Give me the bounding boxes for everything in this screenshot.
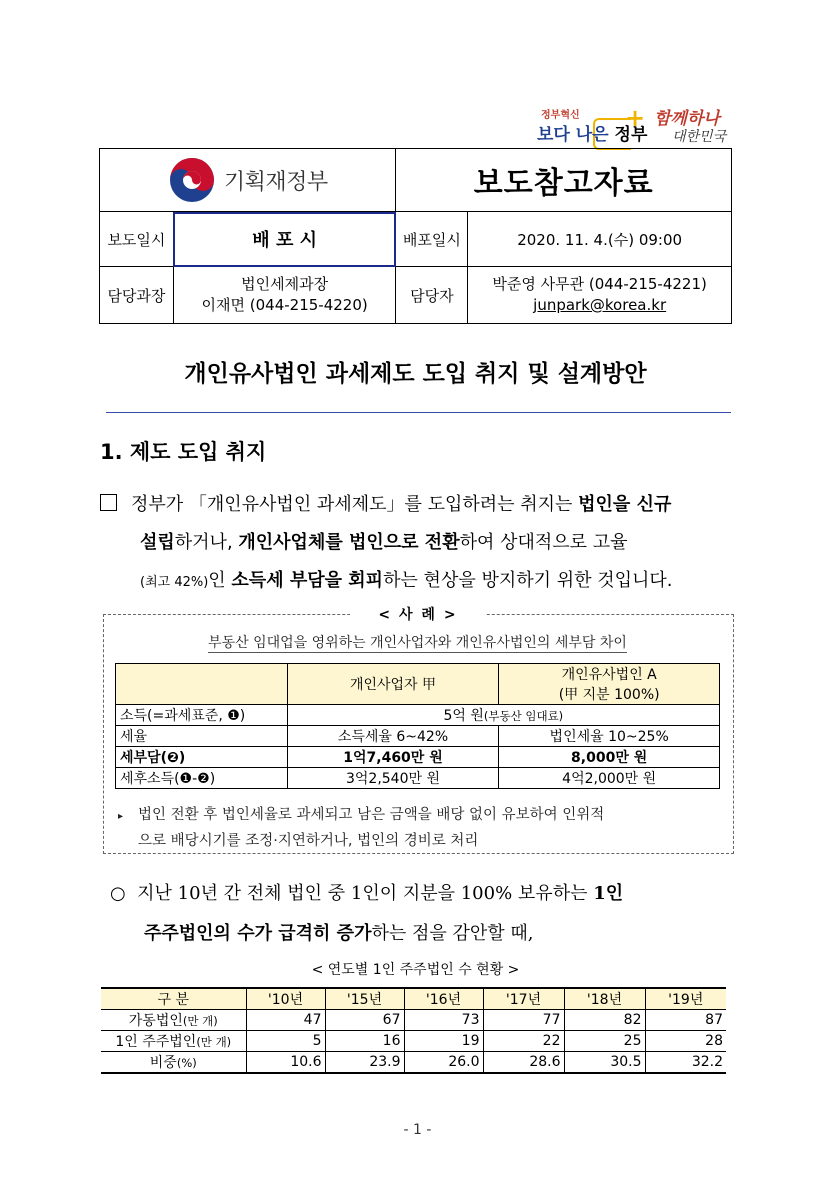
case-title: < 사 례 > — [350, 604, 486, 624]
press-date-label: 보도일시 — [100, 212, 174, 267]
cell-individual: 소득세율 6~42% — [287, 726, 499, 747]
headline-divider — [106, 412, 731, 413]
section1-paragraph — [100, 486, 740, 602]
table-row — [116, 726, 720, 747]
gov-innovation-big-b: 정부 — [614, 125, 648, 145]
header-label: 구 분 — [101, 988, 246, 1010]
p1-text: 정부가 「개인유사법인 과세제도」를 도입하려는 취지는 — [131, 494, 579, 515]
para2-l1-bold: 1인 — [593, 883, 624, 904]
doc-type-title: 보도참고자료 — [396, 149, 732, 212]
para2-l1-text: 지난 10년 간 전체 법인 중 1인이 지분을 100% 보유하는 — [137, 883, 594, 904]
ministry-logo — [100, 156, 395, 204]
gov-innovation-logo — [537, 104, 647, 152]
col-corporation — [499, 664, 720, 705]
col-individual: 개인사업자 甲 — [287, 664, 499, 705]
section-title: 1. 제도 도입 취지 — [100, 440, 267, 464]
year-header: '17년 — [483, 988, 564, 1010]
col-corp-line1: 개인유사법인 A — [561, 667, 657, 683]
headline: 개인유사법인 과세제도 도입 취지 및 설계방안 — [184, 361, 647, 387]
para-line-3 — [100, 562, 740, 602]
p3-text-d: 하는 현상을 방지하기 위한 것입니다. — [383, 570, 673, 591]
row-label: 세후소득(❶-❷) — [116, 768, 288, 789]
cell-value: 25 — [564, 1031, 645, 1052]
para2-l2-text: 하는 점을 감안할 때, — [371, 923, 534, 944]
dept-label: 담당과장 — [100, 267, 174, 324]
bullet-paragraph — [110, 874, 740, 954]
row-label-unit: (만 개) — [196, 1035, 232, 1049]
cell-value: 67 — [325, 1010, 404, 1031]
para2-line2 — [110, 914, 740, 954]
p2-bold-a: 설립 — [140, 532, 175, 553]
para2-l2-bold: 주주법인의 수가 급격히 증가 — [144, 923, 372, 944]
case-subtitle — [103, 632, 732, 652]
cell-value: 77 — [483, 1010, 564, 1031]
cell-value: 26.0 — [404, 1052, 483, 1074]
cell-value: 10.6 — [246, 1052, 325, 1074]
table-row — [116, 747, 720, 768]
korea-slogan-line2: 대한민국 — [672, 129, 727, 145]
para-line-1 — [100, 486, 740, 524]
table-corner — [116, 664, 288, 705]
cell-value: 47 — [246, 1010, 325, 1031]
dept-line1: 법인세제과장 — [241, 275, 329, 293]
staff-contact — [468, 267, 732, 324]
case-note — [118, 803, 726, 853]
row-label — [101, 1031, 246, 1052]
year-header: '18년 — [564, 988, 645, 1010]
contact-label: 담당자 — [396, 267, 468, 324]
p2-text-d: 하여 상대적으로 고율 — [459, 532, 628, 553]
cell-value: 87 — [645, 1010, 726, 1031]
cell-corporation: 4억2,000만 원 — [499, 768, 720, 789]
cell-value: 22 — [483, 1031, 564, 1052]
note-line2: 으로 배당시기를 조정·지연하거나, 법인의 경비로 처리 — [138, 833, 479, 849]
note-line1 — [118, 803, 726, 829]
ministry-name: 기획재정부 — [223, 169, 328, 195]
p2-bold-c: 개인사업체를 법인으로 전환 — [238, 532, 460, 553]
row-label-unit: (만 개) — [182, 1014, 218, 1028]
gov-innovation-small-text: 정부혁신 — [541, 110, 580, 121]
cell-value: 5 — [246, 1031, 325, 1052]
merged-value-main: 5억 원 — [443, 708, 484, 724]
cell-value: 28.6 — [483, 1052, 564, 1074]
row-label-text: 1인 주주법인 — [115, 1034, 197, 1050]
contact-email-link[interactable]: junpark@korea.kr — [533, 296, 667, 314]
p2-text-b: 하거나, — [174, 532, 239, 553]
row-label — [101, 1010, 246, 1031]
year-header: '10년 — [246, 988, 325, 1010]
cell-value: 82 — [564, 1010, 645, 1031]
table-row — [101, 1010, 726, 1031]
row-label-text: 가동법인 — [128, 1013, 183, 1029]
table-row — [101, 1052, 726, 1074]
row-label: 세율 — [116, 726, 288, 747]
para2-line1 — [110, 874, 740, 914]
cell-value: 23.9 — [325, 1052, 404, 1074]
yearly-table — [101, 987, 726, 1074]
cell-value: 73 — [404, 1010, 483, 1031]
col-corp-line2: (甲 지분 100%) — [558, 687, 660, 703]
cell-value: 30.5 — [564, 1052, 645, 1074]
press-header-table — [99, 148, 732, 324]
dist-date-label: 배포일시 — [396, 212, 468, 267]
case-subtitle-text: 부동산 임대업을 영위하는 개인사업자와 개인유사법인의 세부담 차이 — [208, 635, 627, 651]
p3-small: (최고 42%) — [140, 575, 209, 590]
ministry-logo-cell — [100, 149, 396, 212]
dist-date-value: 2020. 11. 4.(수) 09:00 — [468, 212, 732, 267]
triangle-bullet-icon: ▸ — [118, 811, 124, 822]
merged-value-note: (부동산 임대료) — [483, 709, 564, 723]
cell-value: 19 — [404, 1031, 483, 1052]
p3-bold-c: 소득세 부담을 회피 — [231, 570, 384, 591]
row-label: 세부담(❷) — [116, 747, 288, 768]
year-header: '19년 — [645, 988, 726, 1010]
korea-slogan-line1: 함께하나 — [654, 109, 720, 129]
gov-innovation-big-a: 보다 나은 — [537, 125, 615, 145]
table-row — [101, 1031, 726, 1052]
yearly-table-title: < 연도별 1인 주주법인 수 현황 > — [311, 962, 520, 978]
page-number: - 1 - — [403, 1122, 432, 1138]
merged-value — [287, 705, 719, 726]
dept-contact — [173, 267, 396, 324]
year-header: '15년 — [325, 988, 404, 1010]
dept-line2: 이재면 (044-215-4220) — [201, 296, 368, 314]
circle-bullet-icon: ○ — [110, 883, 126, 904]
cell-individual: 1억7,460만 원 — [287, 747, 499, 768]
cell-corporation: 법인세율 10~25% — [499, 726, 720, 747]
p3-text-b: 인 — [208, 570, 232, 591]
plus-icon: + — [625, 104, 646, 132]
note-line1-text: 법인 전환 후 법인세율로 과세되고 남은 금액을 배당 없이 유보하여 인위적 — [138, 807, 605, 823]
table-row — [116, 705, 720, 726]
korea-slogan-logo — [652, 104, 742, 152]
cell-value: 16 — [325, 1031, 404, 1052]
row-label — [101, 1052, 246, 1074]
table-row — [116, 768, 720, 789]
row-label-text: 비중 — [149, 1055, 177, 1071]
cell-corporation: 8,000만 원 — [499, 747, 720, 768]
year-header: '16년 — [404, 988, 483, 1010]
tax-comparison-table — [115, 663, 720, 789]
press-date-value: 배 포 시 — [173, 212, 396, 267]
cell-value: 28 — [645, 1031, 726, 1052]
taegeuk-emblem-icon — [168, 156, 216, 204]
yearly-header-row — [101, 988, 726, 1010]
checkbox-square-icon — [100, 494, 117, 511]
para-line-2 — [100, 524, 740, 562]
cell-individual: 3억2,540만 원 — [287, 768, 499, 789]
p1-bold: 법인을 신규 — [578, 494, 672, 515]
cell-value: 32.2 — [645, 1052, 726, 1074]
row-label-unit: (%) — [176, 1056, 197, 1070]
contact-line1: 박준영 사무관 (044-215-4221) — [492, 275, 707, 293]
row-label: 소득(=과세표준, ❶) — [116, 705, 288, 726]
